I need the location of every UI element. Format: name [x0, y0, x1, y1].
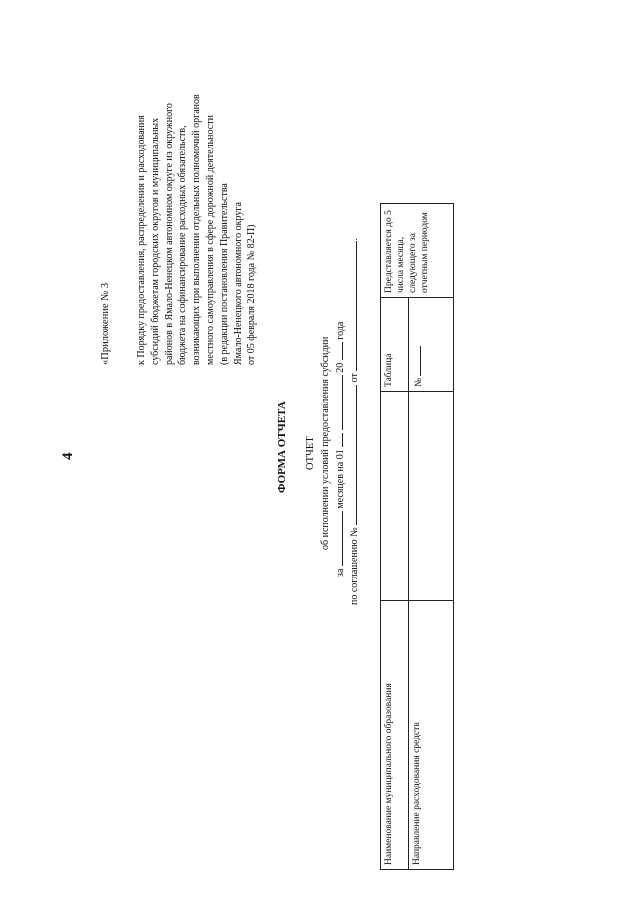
day-blank[interactable]	[333, 433, 343, 447]
appendix-line: местного самоуправления в сфере дорожной деятельности	[204, 115, 216, 365]
table-cell-direction-label: Направление расходования средств	[409, 601, 454, 870]
report-title: ОТЧЕТ	[305, 436, 316, 470]
table-number-blank[interactable]	[411, 346, 421, 376]
year-prefix: 20	[335, 362, 346, 373]
table-cell-municipality-value[interactable]	[381, 392, 409, 601]
report-header-table	[380, 203, 454, 870]
agreement-end-dot: .	[349, 238, 360, 241]
month-blank[interactable]	[333, 375, 343, 430]
appendix-line: субсидий бюджетам городских округов и муниципальных	[149, 117, 161, 365]
appendix-line: Ямало-Ненецкого автономного округа	[232, 202, 244, 365]
report-period-line	[333, 322, 346, 577]
year-blank[interactable]	[333, 342, 343, 360]
appendix-line: возникающих при выполнении отдельных полномочий органов	[191, 94, 203, 365]
table-cell-direction-value[interactable]	[409, 392, 454, 601]
report-agreement-line	[347, 238, 360, 605]
period-for-label: за	[335, 568, 346, 577]
table-cell-table-label: Таблица	[381, 298, 409, 392]
appendix-description	[135, 94, 259, 365]
period-months-label: месяцев на 01	[335, 449, 346, 509]
appendix-line: (в редакции постановления Правительства	[218, 183, 230, 365]
period-blank[interactable]	[333, 511, 343, 566]
table-number-label: №	[414, 377, 424, 387]
table-cell-deadline: Представляется до 5 числа месяца, следующего за отчетным периодом	[381, 204, 454, 298]
agreement-label: по соглашению №	[349, 527, 360, 605]
agreement-number-blank[interactable]	[347, 385, 357, 525]
report-subtitle: об исполнении условий предоставления субсидии	[320, 336, 331, 550]
appendix-line: бюджета на софинансирование расходных обязательств,	[177, 125, 189, 365]
appendix-line: к Порядку предоставления, распределения и расходования	[136, 115, 147, 365]
table-cell-table-number	[409, 298, 454, 392]
form-title: ФОРМА ОТЧЕТА	[276, 401, 288, 493]
year-label: года	[335, 321, 346, 340]
table-row	[381, 204, 409, 870]
appendix-title: «Приложение № 3	[100, 282, 111, 365]
agreement-date-blank[interactable]	[347, 241, 357, 371]
appendix-line: районов в Ямало-Ненецком автономном округе из окружного	[163, 103, 175, 365]
page-number: 4	[60, 452, 76, 460]
appendix-line: от 05 февраля 2018 года № 82-П)	[246, 224, 258, 365]
table-cell-municipality-label: Наименование муниципального образования	[381, 601, 409, 870]
table-row	[409, 204, 454, 870]
agreement-from-label: от	[349, 373, 360, 383]
